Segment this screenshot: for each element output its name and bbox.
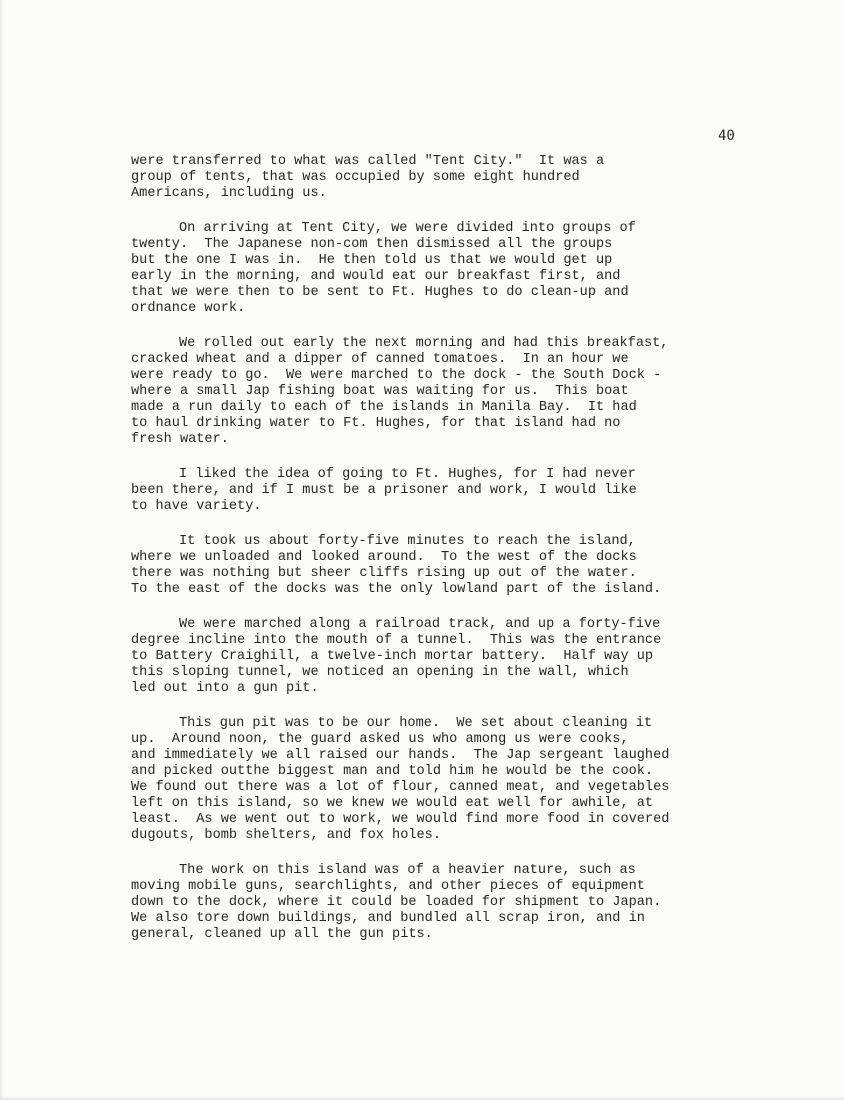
text-line: that we were then to be sent to Ft. Hughes to do clean-up and (131, 285, 629, 300)
text-line: We rolled out early the next morning and had this breakfast, (179, 336, 669, 351)
text-line: On arriving at Tent City, we were divided into groups of (179, 221, 636, 236)
paragraph (131, 617, 801, 697)
text-line: least. As we went out to work, we would find more food in covered (131, 812, 670, 827)
text-line: early in the morning, and would eat our breakfast first, and (131, 269, 621, 284)
text-line: this sloping tunnel, we noticed an opening in the wall, which (131, 665, 629, 680)
text-line: This gun pit was to be our home. We set about cleaning it (179, 716, 653, 731)
text-line: The work on this island was of a heavier nature, such as (179, 863, 636, 878)
text-line: dugouts, bomb shelters, and fox holes. (131, 828, 441, 843)
paragraph (131, 534, 801, 598)
scan-edge-left (0, 0, 3, 1100)
text-line: to haul drinking water to Ft. Hughes, for that island had no (131, 416, 621, 431)
paragraph (131, 154, 801, 202)
text-line: led out into a gun pit. (131, 681, 319, 696)
text-line: degree incline into the mouth of a tunnel. This was the entrance (131, 633, 662, 648)
text-line: fresh water. (131, 432, 229, 447)
text-line: We also tore down buildings, and bundled all scrap iron, and in (131, 911, 645, 926)
text-line: where a small Jap fishing boat was waiting for us. This boat (131, 384, 629, 399)
text-line: down to the dock, where it could be loaded for shipment to Japan. (131, 895, 662, 910)
text-line: to have variety. (131, 499, 262, 514)
body-text (131, 154, 801, 943)
scan-edge-bottom (0, 1096, 844, 1100)
text-line: up. Around noon, the guard asked us who among us were cooks, (131, 732, 629, 747)
text-line: there was nothing but sheer cliffs rising up out of the water. (131, 566, 637, 581)
text-line: general, cleaned up all the gun pits. (131, 927, 433, 942)
text-line: twenty. The Japanese non-com then dismissed all the groups (131, 237, 613, 252)
text-line: but the one I was in. He then told us that we would get up (131, 253, 613, 268)
text-line: made a run daily to each of the islands in Manila Bay. It had (131, 400, 637, 415)
paragraph (131, 863, 801, 943)
paragraph (131, 716, 801, 844)
text-line: We were marched along a railroad track, and up a forty-five (179, 617, 661, 632)
text-line: To the east of the docks was the only lowland part of the island. (131, 582, 662, 597)
text-line: moving mobile guns, searchlights, and other pieces of equipment (131, 879, 645, 894)
text-line: Americans, including us. (131, 186, 327, 201)
text-line: left on this island, so we knew we would eat well for awhile, at (131, 796, 654, 811)
text-line: ordnance work. (131, 301, 246, 316)
page-number: 40 (718, 128, 735, 144)
text-line: been there, and if I must be a prisoner and work, I would like (131, 483, 637, 498)
text-line: were transferred to what was called "Tent City." It was a (131, 154, 605, 169)
text-line: to Battery Craighill, a twelve-inch mortar battery. Half way up (131, 649, 654, 664)
text-line: I liked the idea of going to Ft. Hughes, for I had never (179, 467, 636, 482)
text-line: were ready to go. We were marched to the dock - the South Dock - (131, 368, 662, 383)
text-line: cracked wheat and a dipper of canned tomatoes. In an hour we (131, 352, 629, 367)
text-line: and immediately we all raised our hands. The Jap sergeant laughed (131, 748, 670, 763)
text-line: and picked outthe biggest man and told him he would be the cook. (131, 764, 654, 779)
paragraph (131, 336, 801, 448)
text-line: group of tents, that was occupied by some eight hundred (131, 170, 580, 185)
text-line: where we unloaded and looked around. To the west of the docks (131, 550, 637, 565)
text-line: It took us about forty-five minutes to reach the island, (179, 534, 636, 549)
paragraph (131, 467, 801, 515)
text-line: We found out there was a lot of flour, canned meat, and vegetables (131, 780, 670, 795)
paragraph (131, 221, 801, 317)
